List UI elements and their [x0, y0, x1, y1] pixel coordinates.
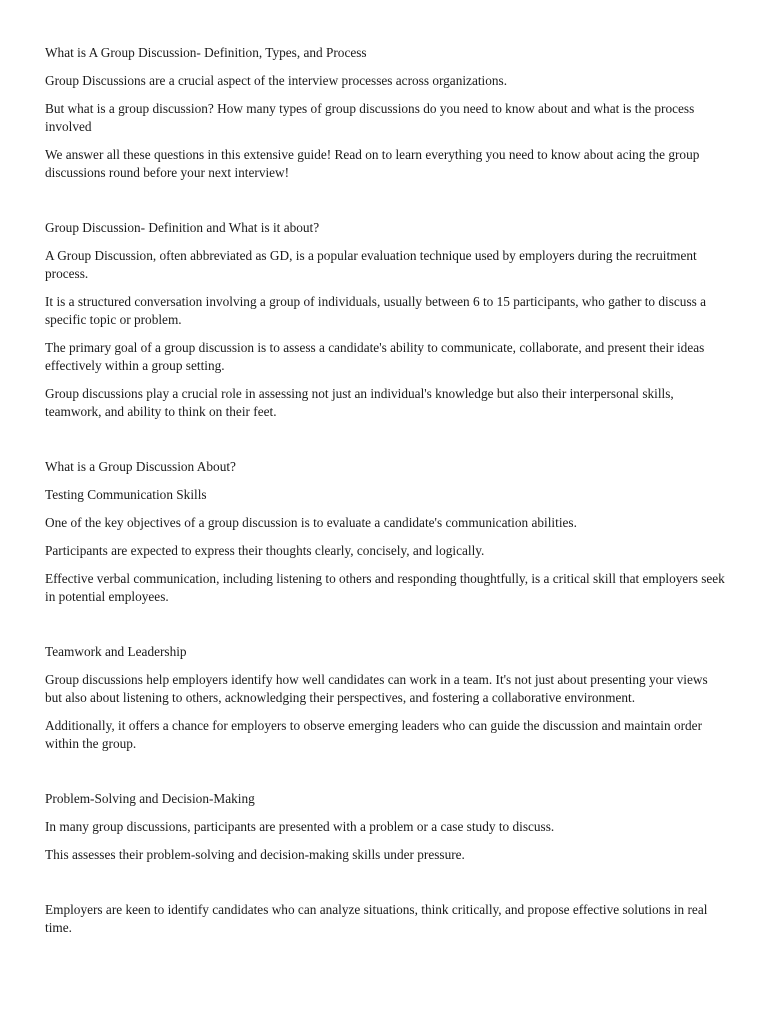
section-heading-problem: Problem-Solving and Decision-Making: [45, 791, 255, 806]
problem-paragraph: This assesses their problem-solving and decision-making skills under pressure.: [45, 847, 465, 862]
subheading-communication: Testing Communication Skills: [45, 487, 207, 502]
intro-paragraph: We answer all these questions in this extensive guide! Read on to learn everything you need to know about acing the group discussions round before your next interview!: [45, 147, 700, 180]
section-heading-definition: Group Discussion- Definition and What is it about?: [45, 220, 320, 235]
intro-paragraph: But what is a group discussion? How many types of group discussions do you need to know about and what is the process involved: [45, 101, 695, 134]
section-heading-about: What is a Group Discussion About?: [45, 459, 236, 474]
section-heading-teamwork: Teamwork and Leadership: [45, 644, 187, 659]
definition-paragraph: The primary goal of a group discussion is to assess a candidate's ability to communicate, collaborate, and present their ideas effectively within a group setting.: [45, 340, 705, 373]
about-paragraph: Participants are expected to express their thoughts clearly, concisely, and logically.: [45, 543, 485, 558]
definition-paragraph: It is a structured conversation involving a group of individuals, usually between 6 to 15 participants, who gather to discuss a specific topic or problem.: [45, 294, 707, 327]
closing-paragraph: Employers are keen to identify candidates who can analyze situations, think critically, and propose effective solutions in real time.: [45, 902, 708, 935]
teamwork-paragraph: Group discussions help employers identify how well candidates can work in a team. It's not just about presenting your views but also about listening to others, acknowledging their perspectives, and fostering a collaborative environment.: [45, 672, 708, 705]
about-paragraph: Effective verbal communication, including listening to others and responding thoughtfully, is a critical skill that employers seek in potential employees.: [45, 571, 725, 604]
document-page: [45, 44, 727, 947]
definition-paragraph: Group discussions play a crucial role in assessing not just an individual's knowledge but also their interpersonal skills, teamwork, and ability to think on their feet.: [45, 386, 674, 419]
document-title: What is A Group Discussion- Definition, Types, and Process: [45, 45, 367, 60]
about-paragraph: One of the key objectives of a group discussion is to evaluate a candidate's communication abilities.: [45, 515, 577, 530]
intro-paragraph: Group Discussions are a crucial aspect of the interview processes across organizations.: [45, 73, 508, 88]
teamwork-paragraph: Additionally, it offers a chance for employers to observe emerging leaders who can guide the discussion and maintain order within the group.: [45, 718, 703, 751]
definition-paragraph: A Group Discussion, often abbreviated as GD, is a popular evaluation technique used by employers during the recruitment process.: [45, 248, 697, 281]
problem-paragraph: In many group discussions, participants are presented with a problem or a case study to discuss.: [45, 819, 555, 834]
